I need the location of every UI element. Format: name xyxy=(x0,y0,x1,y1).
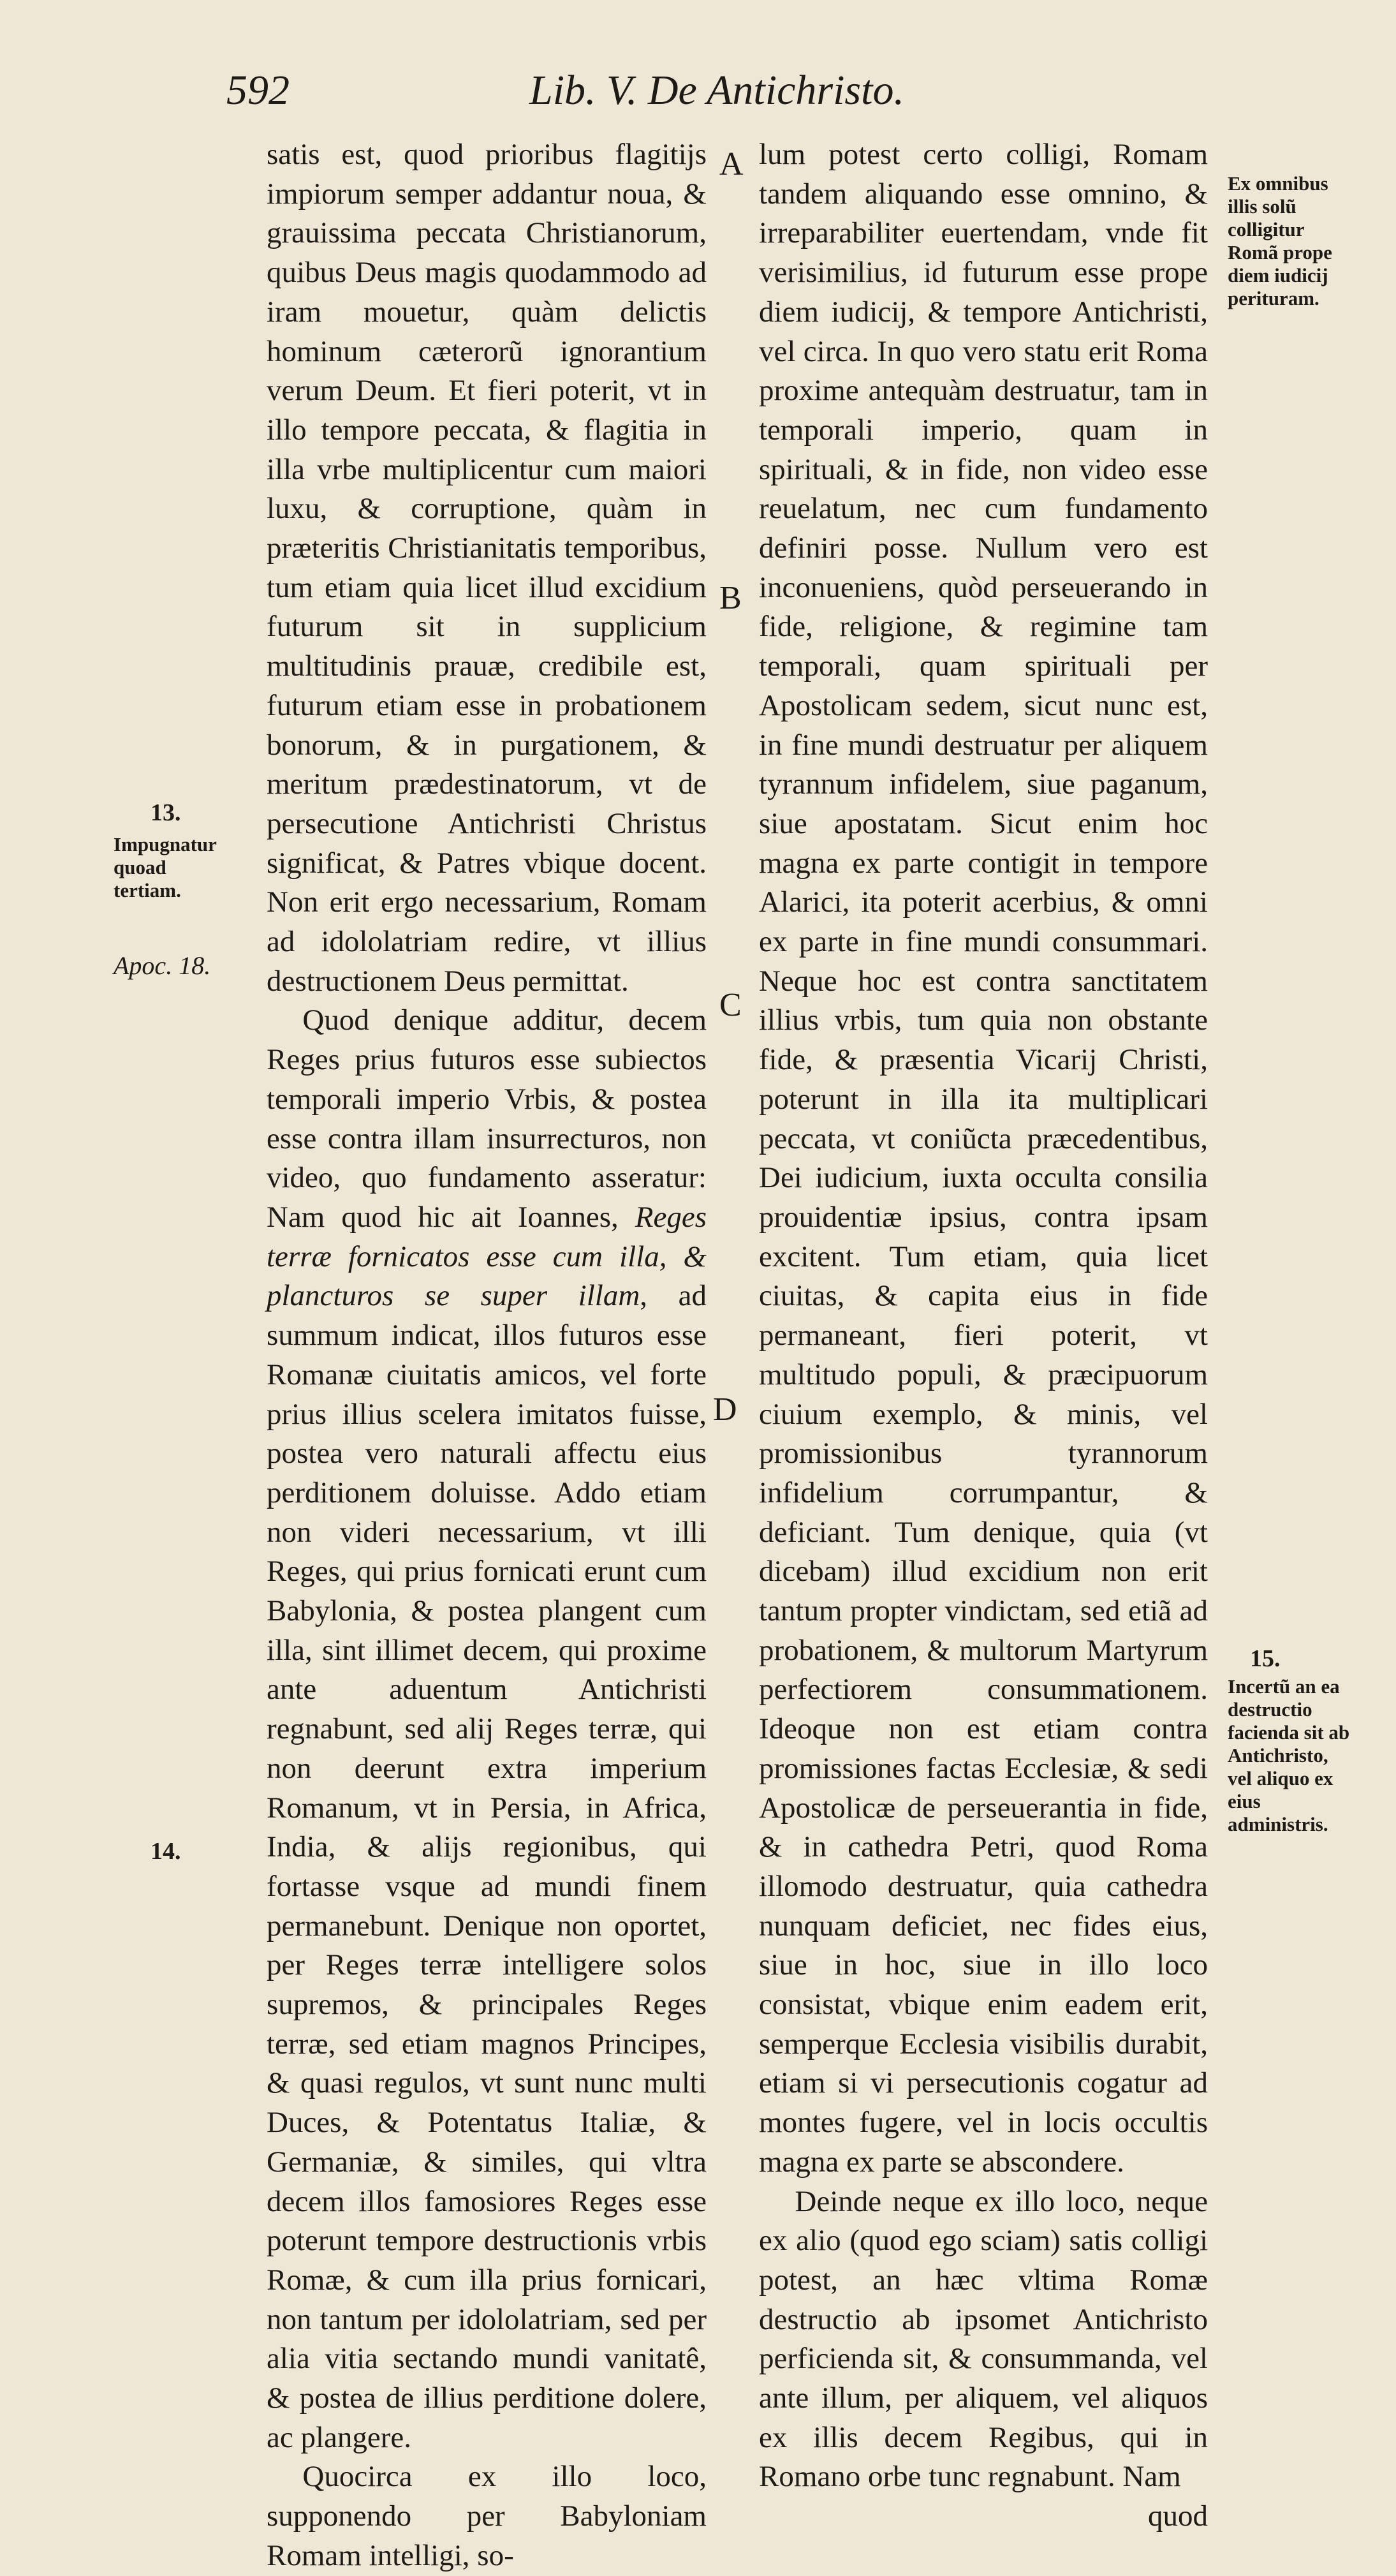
right-paragraph-2: Deinde neque ex illo loco, neque ex alio (quod ego sciam) satis colligi potest, an hæc vltima Romæ destructio ab ipsomet Antichristo perficienda sit, & consummanda, vel ante illum, per aliquem, vel aliquos ex illis decem Regibus, qui in Romano orbe tunc regnabunt. Nam xyxy=(759,2184,1208,2494)
section-number-14: 14. xyxy=(151,1838,181,1865)
left-paragraph-3: Quocirca ex illo loco, supponendo per Babyloniam Romam intelligi, so- xyxy=(267,2460,707,2572)
running-title: Lib. V. De Antichristo. xyxy=(529,67,904,114)
left-paragraph-2 xyxy=(267,1001,707,2457)
left-column xyxy=(267,135,707,2576)
section-number-15: 15. xyxy=(1250,1645,1281,1672)
margin-note-1: Ex omnibus illis solũ colligitur Romã prope diem iudicij perituram. xyxy=(1228,172,1332,309)
scripture-quote: Reges terræ fornicatos esse cum illa, & plancturos se super illam xyxy=(267,1200,707,1313)
section-letter-b: B xyxy=(719,580,742,616)
section-letter-c: C xyxy=(719,987,742,1023)
section-number-13: 13. xyxy=(151,799,181,826)
section-letter-a: A xyxy=(719,146,744,182)
section-letter-d: D xyxy=(713,1391,737,1428)
left-paragraph-2-start: Quod denique additur, decem Reges prius futuros esse subiectos temporali imperio Vrbis, & postea esse contra illam insurrecturos, non video, quo fundamento asseratur: Nam quod hic ait Ioannes, xyxy=(267,1003,707,1234)
right-column xyxy=(759,135,1208,2536)
left-paragraph-1: satis est, quod prioribus flagitijs impiorum semper addantur noua, & grauissima peccata Christianorum, quibus Deus magis quodammodo ad iram mouetur, quàm delictis hominum cæterorũ ignorantium verum Deum. Et fieri poterit, vt in illo tempore peccata, & flagitia in illa vrbe multiplicentur cum maiori luxu, & corruptione, quàm in præteritis Christianitatis temporibus, tum etiam quia licet illud excidium futurum sit in supplicium multitudinis prauæ, credibile est, futurum etiam esse in probationem bonorum, & in purgationem, & meritum prædestinatorum, vt de persecutione Antichristi Christus significat, & Patres vbique docent. Non erit ergo necessarium, Romam ad idololatriam redire, vt illius destructionem Deus permittat. xyxy=(267,138,707,998)
page-number: 592 xyxy=(226,67,290,114)
margin-note-15: Incertũ an ea destructio facienda sit ab Antichristo, vel aliquo ex eius administris. xyxy=(1228,1675,1350,1835)
margin-note-13: Impugnatur quoad tertiam. xyxy=(114,833,217,901)
left-paragraph-2-end: , ad summum indicat, illos futuros esse Romanæ ciuitatis amicos, vel forte prius illius scelera imitatos fuisse, postea vero naturali affectu eius perditionem doluisse. Addo etiam non videri necessarium, vt illi Reges, qui prius fornicati erunt cum Babylonia, & postea plangent cum illa, sint illimet decem, qui proxime ante aduentum Antichristi regnabunt, sed alij Reges terræ, qui non deerunt extra imperium Romanum, vt in Persia, in Africa, India, & alijs regionibus, qui fortasse vsque ad mundi finem permanebunt. Denique non oportet, per Reges terræ intelligere solos supremos, & principales Reges terræ, sed etiam magnos Principes, & quasi regulos, vt sunt nunc multi Duces, & Potentatus Italiæ, & Germaniæ, & similes, qui vltra decem illos famosiores Reges esse poterunt tempore destructionis vrbis Romæ, & cum illa prius fornicari, non tantum per idololatriam, sed per alia vitia sectando mundi vanitatê, & postea de illius perditione dolere, ac plangere. xyxy=(267,1279,707,2454)
catchword: quod xyxy=(1148,2499,1208,2533)
scripture-reference: Apoc. 18. xyxy=(114,951,211,980)
right-paragraph-1: lum potest certo colligi, Romam tandem aliquando esse omnino, & irreparabiliter euertendam, vnde fit verisimilius, id futurum esse prope diem iudicij, & tempore Antichristi, vel circa. In quo vero statu erit Roma proxime antequàm destruatur, tam in temporali imperio, quam in spirituali, & in fide, non video esse reuelatum, nec cum fundamento definiri posse. Nullum vero est inconueniens, quòd perseuerando in fide, religione, & regimine tam temporali, quam spirituali per Apostolicam sedem, sicut nunc est, in fine mundi destruatur per aliquem tyrannum infidelem, siue paganum, siue apostatam. Sicut enim hoc magna ex parte contigit in tempore Alarici, ita poterit acerbius, & omni ex parte in fine mundi consummari. Neque hoc est contra sanctitatem illius vrbis, tum quia non obstante fide, & præsentia Vicarij Christi, poterunt in illa ita multiplicari peccata, vt coniũcta præcedentibus, Dei iudicium, iuxta occulta consilia prouidentiæ ipsius, contra ipsam excitent. Tum etiam, quia licet ciuitas, & capita eius in fide permaneant, fieri poterit, vt multitudo populi, & præcipuorum ciuium exemplo, & minis, vel promissionibus tyrannorum infidelium corrumpantur, & deficiant. Tum denique, quia (vt dicebam) illud excidium non erit tantum propter vindictam, sed etiã ad probationem, & multorum Martyrum perfectiorem consummationem. Ideoque non est etiam contra promissiones factas Ecclesiæ, & sedi Apostolicæ de perseuerantia in fide, & in cathedra Petri, quod Roma illomodo destruatur, quia cathedra nunquam deficiet, nec fides eius, siue in hoc, siue in illo loco consistat, vbique enim eadem erit, semperque Ecclesia visibilis durabit, etiam si vi persecutionis cogatur ad montes fugere, vel in locis occultis magna ex parte se abscondere. xyxy=(759,138,1208,2179)
